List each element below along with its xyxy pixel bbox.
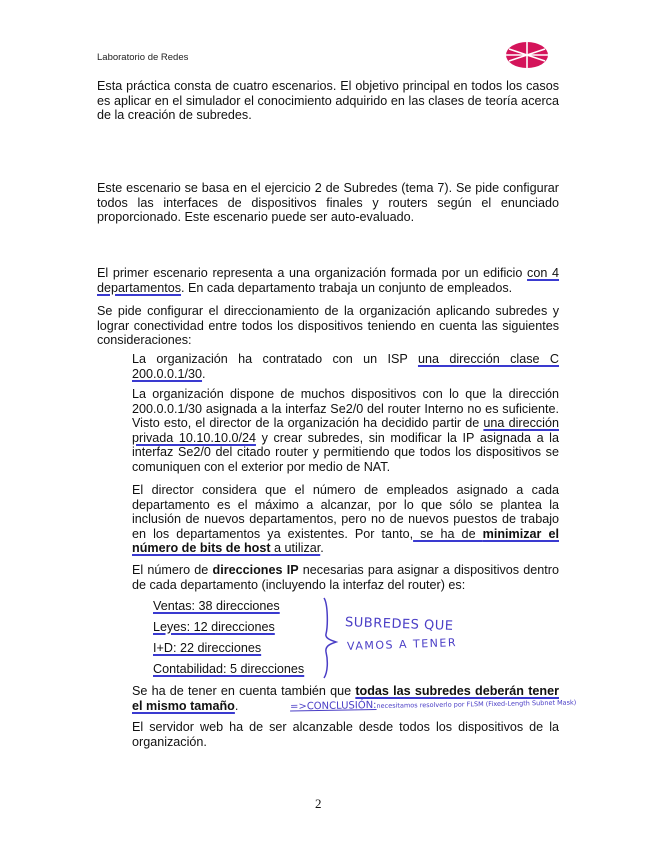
- director-text-e: .: [320, 541, 324, 556]
- org-text-a: El primer escenario representa a una organización formada por un edificio: [97, 266, 523, 280]
- scenario-paragraph: Este escenario se basa en el ejercicio 2 de Subredes (tema 7). Se pide configurar todos las interfaces de dispositivos finales y routers según el enunciado proporcionado. Este escenario puede ser auto-evaluado.: [97, 181, 559, 225]
- conclusion-text: necesitamos resolverlo por FLSM (Fixed-Length Subnet Mask): [376, 698, 577, 710]
- private-text-a: La organización dispone de muchos dispositivos con lo que la dirección 200.0.0.1/30 asignada a la interfaz Se2/0 del router Interno no es suficiente. Visto esto, el director de la organización ha decidido partir de: [132, 387, 559, 431]
- director-text-a: El director considera que el número de empleados asignado a cada departamento es el máximo a alcanzar, por lo que sólo se plantea la inclusión de nuevos departamentos, pero no de nuevos puestos de trabajo en los departamentos ya existentes. Por tanto,: [132, 483, 559, 541]
- organization-paragraph: [97, 266, 559, 295]
- director-paragraph: [132, 483, 559, 556]
- department-leyes: Leyes: 12 direcciones: [153, 620, 275, 634]
- web-server-paragraph: El servidor web ha de ser alcanzable desde todos los dispositivos de la organización.: [132, 720, 559, 749]
- university-logo: [505, 40, 549, 75]
- isp-address: una dirección clase C 200.0.0.1/30: [132, 352, 560, 381]
- conclusion-label: =>CONCLUSIÓN:: [289, 699, 377, 713]
- page-number: 2: [315, 796, 322, 811]
- page-header: Laboratorio de Redes: [97, 52, 189, 63]
- isp-text-a: La organización ha contratado con un ISP: [132, 352, 408, 366]
- org-text-c: . En cada departamento trabaja un conjunto de empleados.: [181, 280, 513, 295]
- org-text-departments: con 4 departamentos: [97, 266, 560, 295]
- ip-text-bold: direcciones IP: [212, 563, 299, 577]
- isp-paragraph: [132, 352, 559, 381]
- private-address: una dirección privada 10.10.10.0/24: [132, 416, 559, 445]
- director-text-b: se ha de: [413, 526, 483, 541]
- department-id: I+D: 22 direcciones: [153, 641, 262, 655]
- same-size-bold: todas las subredes deberán tener el mismo tamaño: [132, 684, 559, 713]
- same-size-text-c: .: [234, 698, 239, 713]
- department-ventas: Ventas: 38 direcciones: [153, 599, 280, 613]
- task-paragraph: Se pide configurar el direccionamiento de la organización aplicando subredes y lograr conectividad entre todos los dispositivos teniendo en cuenta las siguientes consideraciones:: [97, 304, 559, 348]
- private-address-paragraph: [132, 387, 559, 475]
- ip-text-c: necesarias para asignar a dispositivos dentro de cada departamento (incluyendo la interfaz del router) es:: [132, 563, 559, 592]
- department-contabilidad: Contabilidad: 5 direcciones: [153, 662, 305, 676]
- ip-text-a: El número de: [132, 563, 213, 577]
- handwritten-brace-icon: [312, 596, 342, 680]
- director-text-d: a utilizar: [270, 541, 321, 556]
- isp-text-c: .: [202, 366, 206, 381]
- ip-count-paragraph: [132, 563, 559, 592]
- private-text-c: y crear subredes, sin modificar la IP asignada a la interfaz Se2/0 del citado router y permitiendo que todos los dispositivos se comuniquen con el exterior por medio de NAT.: [132, 430, 559, 474]
- handwritten-note-line2: VAMOS A TENER: [346, 636, 458, 653]
- intro-paragraph: Esta práctica consta de cuatro escenarios. El objetivo principal en todos los casos es aplicar en el simulador el conocimiento adquirido en las clases de teoría acerca de la creación de subredes.: [97, 79, 559, 123]
- handwritten-note-line1: SUBREDES QUE: [344, 615, 454, 634]
- same-size-text-a: Se ha de tener en cuenta también que: [132, 684, 356, 698]
- minimize-host-bits: minimizar el número de bits de host: [132, 526, 559, 556]
